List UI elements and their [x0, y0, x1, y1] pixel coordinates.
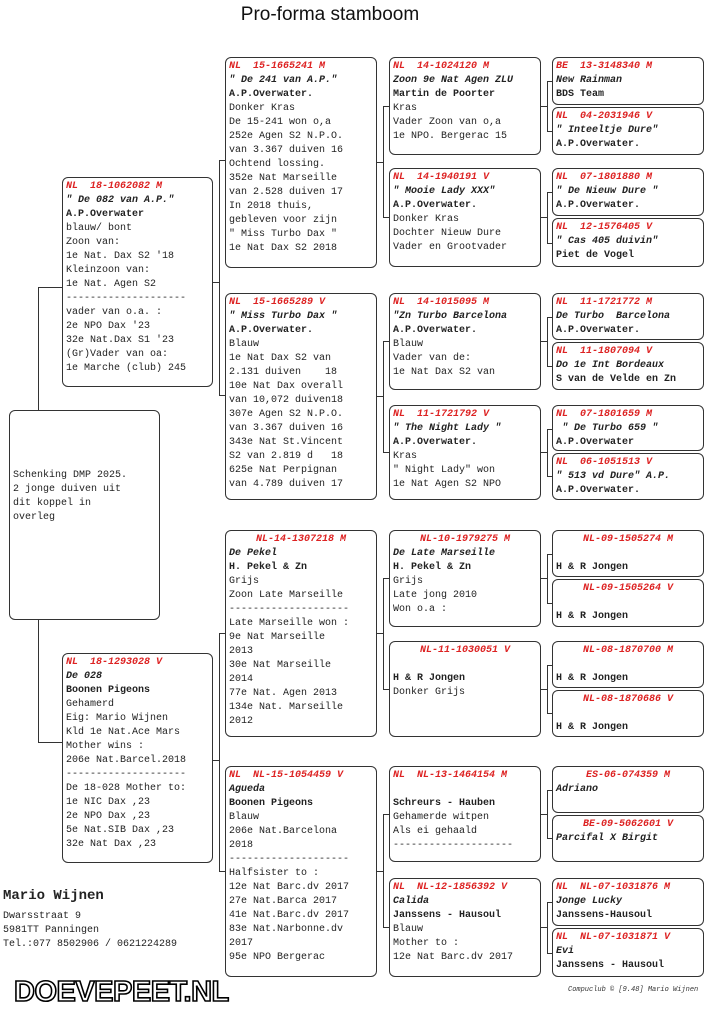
ring-number: NL-11-1030051 V — [419, 645, 510, 656]
pigeon-name: De Turbo Barcelona — [556, 311, 671, 322]
detail-line: 1e Nat. Agen S2 — [66, 279, 157, 290]
gen3-box — [389, 641, 541, 737]
pigeon-name: Do 1e Int Bordeaux — [556, 360, 665, 371]
pigeon-name: Jonge Lucky — [556, 896, 623, 907]
detail-line: 12e Nat Barc.dv 2017 — [229, 882, 350, 893]
detail-line: 77e Nat. Agen 2013 — [229, 688, 338, 699]
detail-line: Grijs — [229, 576, 260, 587]
detail-line: Kras — [393, 103, 418, 114]
pigeon-name: " 513 vd Dure" A.P. — [556, 471, 671, 482]
detail-line: 1e Nat Dax S2 van — [229, 353, 332, 364]
connector-line — [547, 429, 552, 430]
connector-line — [383, 452, 389, 453]
connector-line — [383, 106, 384, 217]
connector-line — [547, 317, 548, 366]
detail-line: 343e Nat St.Vincent — [229, 437, 344, 448]
detail-line: vader van o.a. : — [66, 307, 163, 318]
connector-line — [547, 366, 552, 367]
breeder-name: A.P.Overwater. — [229, 89, 314, 100]
breeder-name: A.P.Overwater — [556, 437, 635, 448]
connector-line — [38, 287, 39, 410]
gen3-box — [389, 530, 541, 627]
ring-number: BE-09-5062601 V — [582, 819, 673, 830]
detail-line: Kld 1e Nat.Ace Mars — [66, 727, 181, 738]
gen4-box — [552, 342, 704, 390]
logo: DOEVEPEET.NL — [14, 976, 229, 1008]
pigeon-name: " Cas 405 duivin" — [556, 236, 659, 247]
detail-line: -------------------- — [66, 769, 187, 780]
detail-line: Als ei gehaald — [393, 826, 478, 837]
ring-number: NL 06-1051513 V — [556, 457, 653, 468]
detail-line: 32e Nat.Dax S1 '23 — [66, 335, 175, 346]
gen4-box — [552, 107, 704, 155]
detail-line: van 4.789 duiven 17 — [229, 479, 344, 490]
ring-number: NL 12-1576405 V — [556, 222, 653, 233]
detail-line: 27e Nat.Barca 2017 — [229, 896, 338, 907]
detail-line: Mother wins : — [66, 741, 145, 752]
pigeon-name: Zoon 9e Nat Agen ZLU — [393, 75, 514, 86]
connector-line — [383, 578, 389, 579]
breeder-name: A.P.Overwater. — [393, 200, 478, 211]
connector-line — [547, 476, 552, 477]
detail-line: 41e Nat.Barc.dv 2017 — [229, 910, 350, 921]
pigeon-name: New Rainman — [556, 75, 623, 86]
gen2-box — [225, 766, 377, 977]
connector-line — [383, 106, 389, 107]
owner-phone: Tel.:077 8502906 / 0621224289 — [3, 939, 178, 950]
connector-line — [547, 790, 548, 838]
ring-number: NL 18-1293028 V — [66, 657, 163, 668]
ring-number: NL NL-07-1031871 V — [556, 932, 671, 943]
connector-line — [547, 790, 552, 791]
detail-line: van 2.528 duiven 17 — [229, 187, 344, 198]
pigeon-name: Adriano — [556, 784, 599, 795]
gen3-box — [389, 293, 541, 390]
breeder-name: H & R Jongen — [556, 722, 629, 733]
pigeon-name: " Miss Turbo Dax " — [229, 311, 338, 322]
software-credit: Compuclub © [9.48] Mario Wijnen — [568, 986, 699, 994]
ring-number: NL NL-07-1031876 M — [556, 882, 671, 893]
detail-line: 1e Marche (club) 245 — [66, 363, 187, 374]
gen4-box — [552, 766, 704, 813]
connector-line — [219, 160, 220, 396]
connector-line — [547, 902, 552, 903]
detail-line: Blauw — [393, 339, 424, 350]
owner-street: Dwarsstraat 9 — [3, 911, 82, 922]
ring-number: BE 13-3148340 M — [556, 61, 653, 72]
detail-line: van 10,072 duiven18 — [229, 395, 344, 406]
breeder-name: Martin de Poorter — [393, 89, 496, 100]
detail-line: Ochtend lossing. — [229, 159, 326, 170]
connector-line — [383, 814, 389, 815]
ring-number: NL 14-1940191 V — [393, 172, 490, 183]
gen2-box — [225, 293, 377, 500]
ring-number: NL-10-1979275 M — [419, 534, 510, 545]
detail-line: In 2018 thuis, — [229, 201, 314, 212]
connector-line — [383, 689, 389, 690]
detail-line: -------------------- — [229, 854, 350, 865]
pigeon-name: Agueda — [229, 784, 266, 795]
connector-line — [547, 131, 552, 132]
detail-line: 1e Nat. Dax S2 '18 — [66, 251, 175, 262]
box-line: 2 jonge duiven uit — [13, 484, 122, 495]
detail-line: Halfsister to : — [229, 868, 320, 879]
pigeon-name: De 028 — [66, 671, 103, 682]
detail-line: gebleven voor zijn — [229, 215, 338, 226]
detail-line: De 18-028 Mother to: — [66, 783, 187, 794]
gen4-box — [552, 530, 704, 577]
detail-line: Vader en Grootvader — [393, 242, 508, 253]
ring-number: NL 14-1024120 M — [393, 61, 490, 72]
detail-line: Gehamerd — [66, 699, 115, 710]
pigeon-name — [393, 658, 537, 672]
gen4-box — [552, 57, 704, 105]
ring-number: NL NL-13-1464154 M — [393, 770, 508, 781]
detail-line: 206e Nat.Barcel.2018 — [66, 755, 187, 766]
detail-line: Late jong 2010 — [393, 590, 478, 601]
breeder-name: A.P.Overwater. — [393, 437, 478, 448]
connector-line — [547, 902, 548, 953]
detail-line: 2018 — [229, 840, 254, 851]
detail-line: Blauw — [229, 812, 260, 823]
detail-line: Zoon van: — [66, 237, 121, 248]
detail-line: blauw/ bont — [66, 223, 133, 234]
detail-line: Donker Kras — [229, 103, 296, 114]
detail-line: Kleinzoon van: — [66, 265, 151, 276]
gen4-box — [552, 579, 704, 627]
gen4-box — [552, 405, 704, 451]
breeder-name: Boonen Pigeons — [229, 798, 314, 809]
detail-line: " Night Lady" won — [393, 465, 496, 476]
detail-line: Eig: Mario Wijnen — [66, 713, 169, 724]
detail-line: 12e Nat Barc.dv 2017 — [393, 952, 514, 963]
ring-number: ES-06-074359 M — [585, 770, 670, 781]
breeder-name: H & R Jongen — [393, 673, 466, 684]
detail-line: 307e Agen S2 N.P.O. — [229, 409, 344, 420]
breeder-name: A.P.Overwater. — [556, 485, 641, 496]
connector-line — [547, 192, 552, 193]
detail-line: -------------------- — [393, 840, 514, 851]
connector-line — [547, 554, 548, 603]
detail-line: -------------------- — [66, 293, 187, 304]
gen4-box — [552, 168, 704, 216]
pigeon-name — [556, 707, 700, 721]
detail-line: Kras — [393, 451, 418, 462]
detail-line: 32e Nat Dax ,23 — [66, 839, 157, 850]
connector-line — [219, 633, 225, 634]
detail-line: van 3.367 duiven 16 — [229, 423, 344, 434]
breeder-name: S van de Velde en Zn — [556, 374, 677, 385]
gen3-box — [389, 405, 541, 500]
breeder-name: A.P.Overwater. — [393, 325, 478, 336]
gen4-box — [552, 928, 704, 977]
connector-line — [547, 317, 552, 318]
gen4-box — [552, 815, 704, 862]
ring-number: NL 11-1807094 V — [556, 346, 653, 357]
pigeon-name: Parcifal X Birgit — [556, 833, 659, 844]
connector-line — [383, 217, 389, 218]
box-line: overleg — [13, 512, 56, 523]
detail-line: 625e Nat Perpignan — [229, 465, 338, 476]
connector-line — [547, 713, 552, 714]
connector-line — [547, 554, 552, 555]
ring-number: NL 04-2031946 V — [556, 111, 653, 122]
gen2-box — [225, 530, 377, 737]
pigeon-name — [556, 658, 700, 672]
breeder-name: Janssens - Hausoul — [556, 960, 665, 971]
connector-line — [219, 633, 220, 871]
detail-line: 2017 — [229, 938, 254, 949]
ring-number: NL NL-12-1856392 V — [393, 882, 508, 893]
detail-line: Vader van de: — [393, 353, 472, 364]
breeder-name: H. Pekel & Zn — [229, 562, 308, 573]
pigeon-name: Calida — [393, 896, 430, 907]
detail-line: Blauw — [393, 924, 424, 935]
gen2-box — [225, 57, 377, 268]
pigeon-name: De Pekel — [229, 548, 278, 559]
detail-line: Zoon Late Marseille — [229, 590, 344, 601]
owner-city: 5981TT Panningen — [3, 925, 100, 936]
detail-line: 2014 — [229, 674, 254, 685]
detail-line: 206e Nat.Barcelona — [229, 826, 338, 837]
connector-line — [547, 665, 552, 666]
breeder-name: Boonen Pigeons — [66, 685, 151, 696]
owner-name: Mario Wijnen — [3, 888, 104, 904]
detail-line: 2e NPO Dax ,23 — [66, 811, 151, 822]
breeder-name: Janssens-Hausoul — [556, 910, 653, 921]
connector-line — [547, 603, 552, 604]
ring-number: NL NL-15-1054459 V — [229, 770, 344, 781]
detail-line: 134e Nat. Marseille — [229, 702, 344, 713]
breeder-name: A.P.Overwater. — [556, 200, 641, 211]
detail-line: 252e Agen S2 N.P.O. — [229, 131, 344, 142]
breeder-name: H & R Jongen — [556, 611, 629, 622]
connector-line — [219, 395, 225, 396]
detail-line: S2 van 2.819 d 18 — [229, 451, 344, 462]
detail-line: 1e Nat Agen S2 NPO — [393, 479, 502, 490]
detail-line: " Miss Turbo Dax " — [229, 229, 338, 240]
detail-line: 352e Nat Marseille — [229, 173, 338, 184]
pigeon-name: " De 241 van A.P." — [229, 75, 338, 86]
detail-line: 9e Nat Marseille — [229, 632, 326, 643]
pigeon-name: "Zn Turbo Barcelona — [393, 311, 508, 322]
box-line: dit koppel in — [13, 498, 92, 509]
detail-line: -------------------- — [229, 604, 350, 615]
detail-line: Blauw — [229, 339, 260, 350]
detail-line: 2.131 duiven 18 — [229, 367, 338, 378]
breeder-name: H & R Jongen — [556, 562, 629, 573]
detail-line: Vader Zoon van o,a — [393, 117, 502, 128]
detail-line: 1e NIC Dax ,23 — [66, 797, 151, 808]
connector-line — [383, 814, 384, 927]
detail-line: van 3.367 duiven 16 — [229, 145, 344, 156]
pigeon-name: De Late Marseille — [393, 548, 496, 559]
breeder-name: A.P.Overwater. — [229, 325, 314, 336]
connector-line — [547, 953, 552, 954]
dam-box — [62, 653, 213, 863]
detail-line: Donker Grijs — [393, 687, 466, 698]
pigeon-name: " De Turbo 659 " — [556, 423, 659, 434]
sire-box — [62, 177, 213, 387]
connector-line — [383, 341, 384, 452]
detail-line: Gehamerde witpen — [393, 812, 490, 823]
ring-number: NL 14-1015095 M — [393, 297, 490, 308]
connector-line — [38, 287, 62, 288]
box-line: Schenking DMP 2025. — [13, 470, 128, 481]
connector-line — [38, 742, 62, 743]
detail-line: 30e Nat Marseille — [229, 660, 332, 671]
detail-line: 1e NPO. Bergerac 15 — [393, 131, 508, 142]
breeder-name: H & R Jongen — [556, 673, 629, 684]
detail-line: 2013 — [229, 646, 254, 657]
ring-number: NL 18-1062082 M — [66, 181, 163, 192]
detail-line: 1e Nat Dax S2 van — [393, 367, 496, 378]
gen4-box — [552, 218, 704, 267]
breeder-name: Piet de Vogel — [556, 250, 635, 261]
breeder-name: A.P.Overwater. — [556, 139, 641, 150]
pigeon-name — [393, 783, 537, 797]
ring-number: NL 15-1665241 M — [229, 61, 326, 72]
connector-line — [547, 243, 552, 244]
connector-line — [547, 81, 552, 82]
breeder-name: BDS Team — [556, 89, 605, 100]
gen4-box — [552, 641, 704, 688]
detail-line: Dochter Nieuw Dure — [393, 228, 502, 239]
detail-line: 95e NPO Bergerac — [229, 952, 326, 963]
detail-line: Won o.a : — [393, 604, 448, 615]
ring-number: NL-09-1505264 V — [582, 583, 673, 594]
detail-line: Grijs — [393, 576, 424, 587]
ring-number: NL 11-1721792 V — [393, 409, 490, 420]
ring-number: NL-08-1870686 V — [582, 694, 673, 705]
detail-line: Late Marseille won : — [229, 618, 350, 629]
breeder-name: Janssens - Hausoul — [393, 910, 502, 921]
ring-number: NL-09-1505274 M — [582, 534, 673, 545]
detail-line: 2e NPO Dax '23 — [66, 321, 151, 332]
ring-number: NL-14-1307218 M — [255, 534, 346, 545]
detail-line: 5e Nat.SIB Dax ,23 — [66, 825, 175, 836]
page-title: Pro-forma stamboom — [240, 4, 420, 25]
subject-box — [9, 410, 160, 620]
gen3-box — [389, 766, 541, 862]
gen3-box — [389, 878, 541, 977]
connector-line — [383, 341, 389, 342]
connector-line — [219, 160, 225, 161]
connector-line — [547, 192, 548, 243]
connector-line — [383, 927, 389, 928]
breeder-name: A.P.Overwater. — [556, 325, 641, 336]
pigeon-name: Evi — [556, 946, 575, 957]
pigeon-name: " The Night Lady " — [393, 423, 502, 434]
detail-line: 1e Nat Dax S2 2018 — [229, 243, 338, 254]
connector-line — [383, 578, 384, 689]
breeder-name: Schreurs - Hauben — [393, 798, 496, 809]
gen4-box — [552, 453, 704, 500]
connector-line — [219, 871, 225, 872]
gen4-box — [552, 690, 704, 737]
breeder-name: A.P.Overwater — [66, 209, 145, 220]
breeder-name: H. Pekel & Zn — [393, 562, 472, 573]
gen4-box — [552, 878, 704, 926]
ring-number: NL-08-1870700 M — [582, 645, 673, 656]
detail-line: (Gr)Vader van oa: — [66, 349, 169, 360]
gen3-box — [389, 57, 541, 155]
connector-line — [547, 81, 548, 131]
pigeon-name: " Mooie Lady XXX" — [393, 186, 496, 197]
detail-line: 2012 — [229, 716, 254, 727]
detail-line: Donker Kras — [393, 214, 460, 225]
ring-number: NL 11-1721772 M — [556, 297, 653, 308]
connector-line — [38, 620, 39, 742]
pigeon-name: " De 082 van A.P." — [66, 195, 175, 206]
pigeon-name: " De Nieuw Dure " — [556, 186, 659, 197]
pigeon-name: " Inteeltje Dure" — [556, 125, 659, 136]
ring-number: NL 15-1665289 V — [229, 297, 326, 308]
gen3-box — [389, 168, 541, 267]
pigeon-name — [556, 547, 700, 561]
detail-line: 83e Nat.Narbonne.dv — [229, 924, 344, 935]
pigeon-name — [556, 596, 700, 610]
detail-line: 10e Nat Dax overall — [229, 381, 344, 392]
detail-line: Mother to : — [393, 938, 460, 949]
ring-number: NL 07-1801880 M — [556, 172, 653, 183]
connector-line — [547, 665, 548, 713]
connector-line — [547, 838, 552, 839]
detail-line: De 15-241 won o,a — [229, 117, 332, 128]
ring-number: NL 07-1801659 M — [556, 409, 653, 420]
connector-line — [547, 429, 548, 476]
gen4-box — [552, 293, 704, 340]
